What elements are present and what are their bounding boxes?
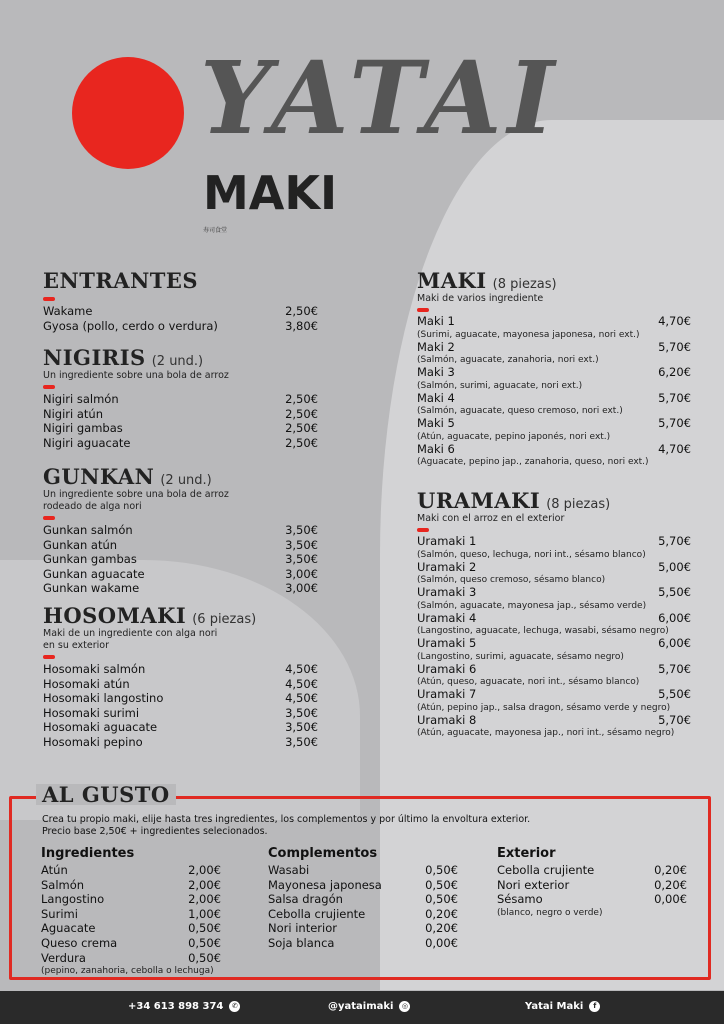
menu-item (497, 863, 687, 878)
menu-item (41, 951, 221, 966)
nigiris-desc: Un ingrediente sobre una bola de arroz (43, 370, 229, 381)
hosomaki-sub: (6 piezas) (192, 612, 257, 627)
menu-item (43, 392, 318, 407)
item-price: 5,70€ (658, 416, 691, 430)
uramaki-sub: (8 piezas) (546, 497, 611, 512)
item-price: 0,00€ (654, 892, 687, 907)
complementos-title: Complementos (268, 846, 378, 861)
gunkan-desc-2: rodeado de alga nori (43, 501, 142, 512)
item-note: (Salmón, queso, lechuga, nori int., sésamo blanco) (417, 549, 646, 560)
item-price: 3,50€ (285, 523, 318, 537)
menu-item (43, 319, 318, 334)
ingredientes-title: Ingredientes (41, 846, 135, 861)
menu-item (41, 863, 221, 878)
menu-item (417, 663, 691, 689)
exterior-column (497, 846, 687, 919)
item-name: Hosomaki surimi (43, 705, 140, 720)
item-price: 5,70€ (658, 390, 691, 405)
red-accent-bar (43, 385, 55, 389)
menu-item (41, 878, 221, 893)
section-nigiris (43, 347, 318, 450)
item-name: Cebolla crujiente (268, 906, 366, 921)
item-name: Aguacate (41, 921, 96, 936)
item-name: Gunkan gambas (43, 552, 137, 567)
menu-item (43, 421, 318, 436)
item-price: 0,50€ (425, 877, 458, 892)
menu-item (417, 612, 691, 638)
item-name: Verdura (41, 950, 86, 965)
menu-item (268, 863, 458, 878)
item-price: 4,50€ (285, 676, 318, 691)
item-name: Uramaki 8 (417, 712, 477, 727)
item-name: Gunkan wakame (43, 581, 140, 596)
menu-item (417, 392, 691, 418)
menu-item (43, 304, 318, 319)
menu-item (41, 936, 221, 951)
item-price: 3,80€ (285, 318, 318, 333)
item-price: 0,50€ (425, 863, 458, 877)
item-note: (Atún, pepino jap., salsa dragon, sésamo verde y negro) (417, 702, 671, 713)
item-note: (Surimi, aguacate, mayonesa japonesa, nori ext.) (417, 329, 640, 340)
item-price: 4,70€ (658, 314, 691, 328)
menu-item (497, 878, 687, 893)
item-note: (Langostino, aguacate, lechuga, wasabi, sésamo negro) (417, 626, 669, 636)
hosomaki-desc-2: en su exterior (43, 640, 110, 651)
al-gusto-desc-2: Precio base 2,50€ + ingredientes selecionados. (42, 826, 268, 837)
facebook-text: Yatai Maki (525, 1001, 584, 1012)
menu-item (268, 907, 458, 922)
item-name: Uramaki 3 (417, 585, 477, 599)
menu-item (43, 436, 318, 451)
exterior-note: (blanco, negro o verde) (497, 907, 603, 918)
red-accent-bar (417, 308, 429, 312)
item-name: Nigiri atún (43, 406, 104, 421)
item-price: 2,50€ (285, 392, 318, 406)
item-name: Uramaki 4 (417, 610, 477, 625)
phone-text: +34 613 898 374 (128, 1001, 224, 1012)
item-name: Soja blanca (268, 935, 335, 950)
item-name: Nori exterior (497, 877, 570, 892)
instagram-text: @yataimaki (328, 1001, 394, 1012)
menu-item (417, 586, 691, 612)
menu-item (43, 662, 318, 677)
item-name: Hosomaki langostino (43, 691, 164, 706)
footer (0, 991, 724, 1024)
item-name: Hosomaki salmón (43, 662, 146, 676)
uramaki-title: URAMAKI (417, 488, 541, 513)
gunkan-title: GUNKAN (43, 464, 155, 489)
item-name: Mayonesa japonesa (268, 877, 382, 892)
item-price: 5,00€ (658, 559, 691, 574)
footer-instagram[interactable] (328, 1001, 410, 1012)
item-price: 0,20€ (425, 906, 458, 921)
item-name: Maki 1 (417, 314, 455, 328)
item-name: Nigiri aguacate (43, 435, 131, 450)
section-gunkan (43, 466, 318, 596)
brand-tagline: 寿司食堂 (203, 227, 228, 234)
facebook-icon: f (589, 1001, 600, 1012)
red-accent-bar (417, 528, 429, 532)
complementos-column (268, 846, 458, 951)
item-price: 5,70€ (658, 339, 691, 354)
menu-item (417, 417, 691, 443)
item-price: 0,50€ (188, 921, 221, 936)
item-price: 4,50€ (285, 691, 318, 706)
hosomaki-desc-1: Maki de un ingrediente con alga nori (43, 628, 218, 639)
nigiris-title: NIGIRIS (43, 345, 146, 370)
menu-item (41, 892, 221, 907)
red-sun-logo (72, 57, 184, 169)
item-price: 5,70€ (658, 661, 691, 676)
red-accent-bar (43, 297, 55, 301)
item-price: 2,00€ (188, 877, 221, 892)
instagram-icon: ◎ (399, 1001, 410, 1012)
item-name: Uramaki 6 (417, 661, 477, 676)
item-price: 5,70€ (658, 534, 691, 548)
menu-item (268, 936, 458, 951)
ingredientes-column (41, 846, 221, 977)
item-price: 0,20€ (654, 877, 687, 892)
menu-item (43, 567, 318, 582)
item-name: Hosomaki pepino (43, 734, 143, 749)
item-price: 2,00€ (188, 863, 221, 877)
item-price: 1,00€ (188, 906, 221, 921)
menu-item (43, 538, 318, 553)
menu-item (43, 720, 318, 735)
menu-item (417, 341, 691, 367)
item-name: Wasabi (268, 863, 310, 877)
item-name: Wakame (43, 304, 93, 318)
item-price: 4,50€ (285, 662, 318, 676)
item-price: 2,50€ (285, 406, 318, 421)
red-accent-bar (43, 655, 55, 659)
brand-name: YATAI (200, 39, 561, 157)
item-price: 5,50€ (658, 585, 691, 599)
item-price: 0,50€ (188, 935, 221, 950)
gunkan-desc-1: Un ingrediente sobre una bola de arroz (43, 489, 229, 500)
item-name: Uramaki 2 (417, 559, 477, 574)
menu-item (43, 735, 318, 750)
item-name: Langostino (41, 892, 105, 907)
entrantes-title: ENTRANTES (43, 268, 199, 293)
item-price: 0,50€ (425, 892, 458, 907)
item-price: 0,20€ (425, 921, 458, 936)
menu-item (417, 535, 691, 561)
ingredientes-note: (pepino, zanahoria, cebolla o lechuga) (41, 966, 214, 977)
item-note: (Atún, queso, aguacate, nori int., sésamo blanco) (417, 677, 640, 687)
menu-item (43, 677, 318, 692)
item-name: Cebolla crujiente (497, 863, 595, 877)
item-price: 2,50€ (285, 304, 318, 318)
item-note: (Salmón, surimi, aguacate, nori ext.) (417, 380, 583, 391)
item-note: (Langostino, surimi, aguacate, sésamo negro) (417, 651, 624, 662)
item-name: Salmón (41, 877, 85, 892)
item-name: Hosomaki aguacate (43, 720, 158, 735)
item-note: (Salmón, aguacate, zanahoria, nori ext.) (417, 355, 599, 365)
item-name: Uramaki 7 (417, 687, 477, 701)
item-name: Surimi (41, 906, 78, 921)
item-price: 2,50€ (285, 421, 318, 436)
item-price: 0,50€ (188, 950, 221, 965)
item-price: 3,00€ (285, 566, 318, 581)
al-gusto-title: AL GUSTO (36, 784, 176, 805)
item-price: 0,00€ (425, 935, 458, 950)
item-price: 0,20€ (654, 863, 687, 877)
item-name: Maki 3 (417, 365, 455, 379)
exterior-title: Exterior (497, 846, 556, 861)
hosomaki-title: HOSOMAKI (43, 603, 187, 628)
item-name: Atún (41, 863, 68, 877)
menu-item (41, 907, 221, 922)
item-price: 3,50€ (285, 552, 318, 567)
menu-item (417, 366, 691, 392)
menu-item (417, 443, 691, 469)
al-gusto-desc (42, 814, 530, 838)
item-price: 5,70€ (658, 712, 691, 727)
menu-item (268, 878, 458, 893)
menu-item (417, 714, 691, 740)
menu-item (43, 552, 318, 567)
al-gusto-desc-1: Crea tu propio maki, elije hasta tres ingredientes, los complementos y por último la envoltura exterior. (42, 814, 531, 825)
menu-item (268, 892, 458, 907)
menu-item (43, 691, 318, 706)
item-name: Gunkan salmón (43, 523, 133, 537)
item-name: Hosomaki atún (43, 676, 130, 691)
item-name: Gunkan atún (43, 537, 118, 552)
section-hosomaki (43, 605, 318, 750)
item-price: 3,00€ (285, 581, 318, 596)
nigiris-sub: (2 und.) (151, 354, 204, 369)
item-price: 3,50€ (285, 734, 318, 749)
item-name: Maki 2 (417, 339, 455, 354)
menu-item (417, 688, 691, 714)
menu-item (43, 407, 318, 422)
item-price: 4,70€ (658, 441, 691, 456)
item-name: Salsa dragón (268, 892, 343, 907)
gunkan-sub: (2 und.) (160, 473, 212, 488)
item-note: (Atún, aguacate, pepino japonés, nori ext.) (417, 431, 611, 442)
section-entrantes (43, 270, 318, 333)
item-name: Nigiri salmón (43, 392, 119, 406)
section-maki (417, 270, 691, 468)
item-name: Queso crema (41, 935, 118, 950)
item-price: 3,50€ (285, 720, 318, 735)
footer-phone[interactable] (128, 1001, 240, 1012)
menu-item (43, 581, 318, 596)
item-note: (Salmón, aguacate, mayonesa jap., sésamo verde) (417, 600, 647, 611)
item-name: Nigiri gambas (43, 421, 123, 436)
menu-item (417, 637, 691, 663)
brand-sub: MAKI (203, 166, 338, 220)
item-price: 2,00€ (188, 892, 221, 907)
item-name: Nori interior (268, 921, 337, 936)
menu-item (497, 892, 687, 907)
menu-item (417, 561, 691, 587)
item-price: 6,00€ (658, 610, 691, 625)
item-price: 2,50€ (285, 435, 318, 450)
menu-item (268, 921, 458, 936)
item-note: (Salmón, queso cremoso, sésamo blanco) (417, 575, 606, 585)
maki-desc: Maki de varios ingrediente (417, 293, 544, 304)
whatsapp-icon: ✆ (229, 1001, 240, 1012)
menu-item (41, 921, 221, 936)
section-uramaki (417, 490, 691, 739)
menu-item (43, 706, 318, 721)
red-accent-bar (43, 516, 55, 520)
item-name: Maki 6 (417, 441, 455, 456)
item-note: (Aguacate, pepino jap., zanahoria, queso, nori ext.) (417, 457, 649, 467)
item-note: (Salmón, aguacate, queso cremoso, nori ext.) (417, 406, 623, 416)
menu-item (417, 315, 691, 341)
item-name: Gyosa (pollo, cerdo o verdura) (43, 318, 218, 333)
item-name: Sésamo (497, 892, 543, 907)
maki-title: MAKI (417, 268, 487, 293)
item-price: 6,20€ (658, 365, 691, 379)
item-price: 5,50€ (658, 687, 691, 701)
item-name: Gunkan aguacate (43, 566, 145, 581)
menu-item (43, 523, 318, 538)
item-name: Uramaki 1 (417, 534, 477, 548)
maki-sub: (8 piezas) (492, 277, 557, 292)
footer-facebook[interactable] (525, 1001, 600, 1012)
item-note: (Atún, aguacate, mayonesa jap., nori int., sésamo negro) (417, 728, 675, 738)
item-price: 3,50€ (285, 705, 318, 720)
item-name: Uramaki 5 (417, 636, 477, 650)
item-price: 3,50€ (285, 537, 318, 552)
item-name: Maki 5 (417, 416, 455, 430)
uramaki-desc: Maki con el arroz en el exterior (417, 513, 565, 524)
item-price: 6,00€ (658, 636, 691, 650)
item-name: Maki 4 (417, 390, 455, 405)
